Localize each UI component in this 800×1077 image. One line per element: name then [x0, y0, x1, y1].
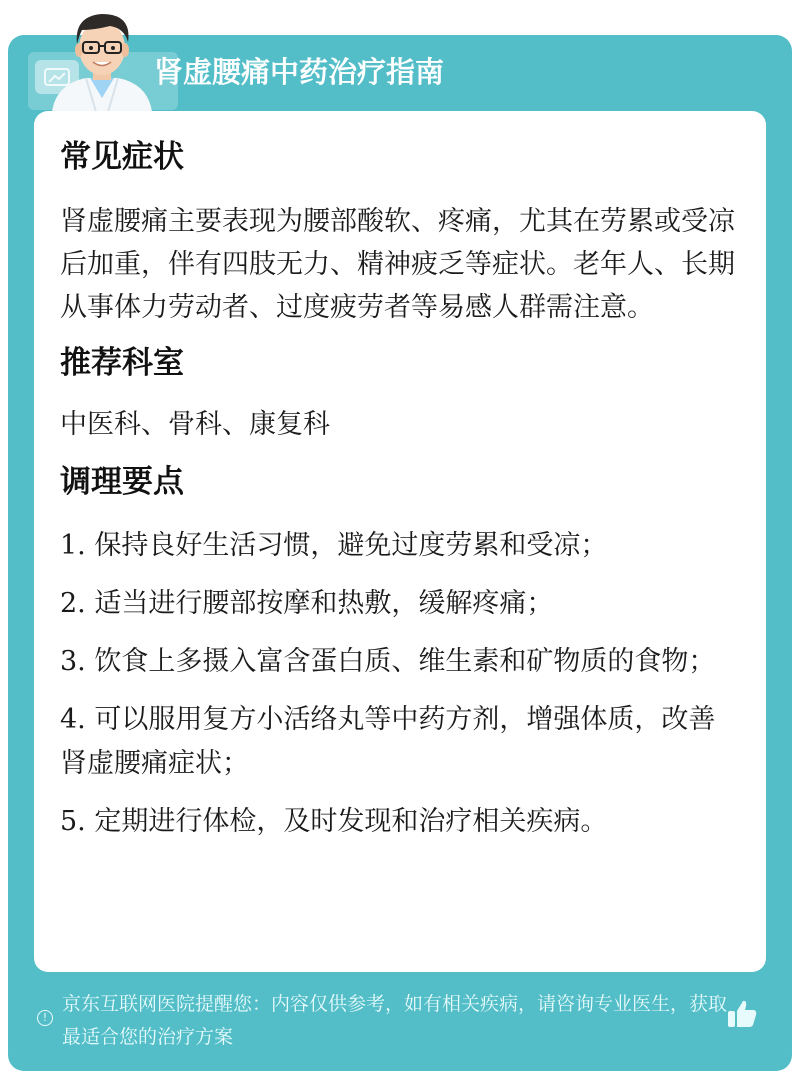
- list-item: [60, 640, 740, 684]
- list-item: [60, 698, 740, 786]
- departments-text: 中医科、骨科、康复科: [60, 409, 330, 440]
- list-number: 3.: [60, 646, 86, 677]
- list-text: 饮食上多摄入富含蛋白质、维生素和矿物质的食物；: [94, 646, 716, 677]
- list-text: 可以服用复方小活络丸等中药方剂，增强体质，改善肾虚腰痛症状；: [60, 704, 716, 779]
- content-card: [34, 111, 766, 972]
- care-list: [60, 524, 740, 844]
- section-heading-care: 调理要点: [60, 464, 184, 500]
- list-number: 5.: [60, 806, 86, 837]
- list-text: 保持良好生活习惯，避免过度劳累和受凉；: [94, 530, 608, 561]
- list-item: [60, 800, 740, 844]
- section-heading-departments: 推荐科室: [60, 345, 184, 381]
- list-text: 适当进行腰部按摩和热敷，缓解疼痛；: [94, 588, 554, 619]
- list-number: 2.: [60, 588, 86, 619]
- list-text: 定期进行体检，及时发现和治疗相关疾病。: [94, 806, 608, 837]
- thumbs-up-icon[interactable]: [724, 996, 760, 1032]
- content-body: [60, 133, 740, 844]
- doctor-avatar-icon: [46, 8, 158, 112]
- list-number: 1.: [60, 530, 86, 561]
- section-heading-symptoms: 常见症状: [60, 139, 184, 175]
- list-number: 4.: [60, 704, 86, 735]
- symptoms-text: 肾虚腰痛主要表现为腰部酸软、疼痛，尤其在劳累或受凉后加重，伴有四肢无力、精神疲乏等症状。老年人、长期从事体力劳动者、过度疲劳者等易感人群需注意。: [60, 206, 735, 323]
- list-item: [60, 524, 740, 568]
- list-item: [60, 582, 740, 626]
- info-icon: !: [37, 1010, 53, 1026]
- footer-disclaimer: 京东互联网医院提醒您：内容仅供参考，如有相关疾病，请咨询专业医生，获取最适合您的治疗方案: [62, 993, 728, 1048]
- page-title: 肾虚腰痛中药治疗指南: [154, 55, 445, 89]
